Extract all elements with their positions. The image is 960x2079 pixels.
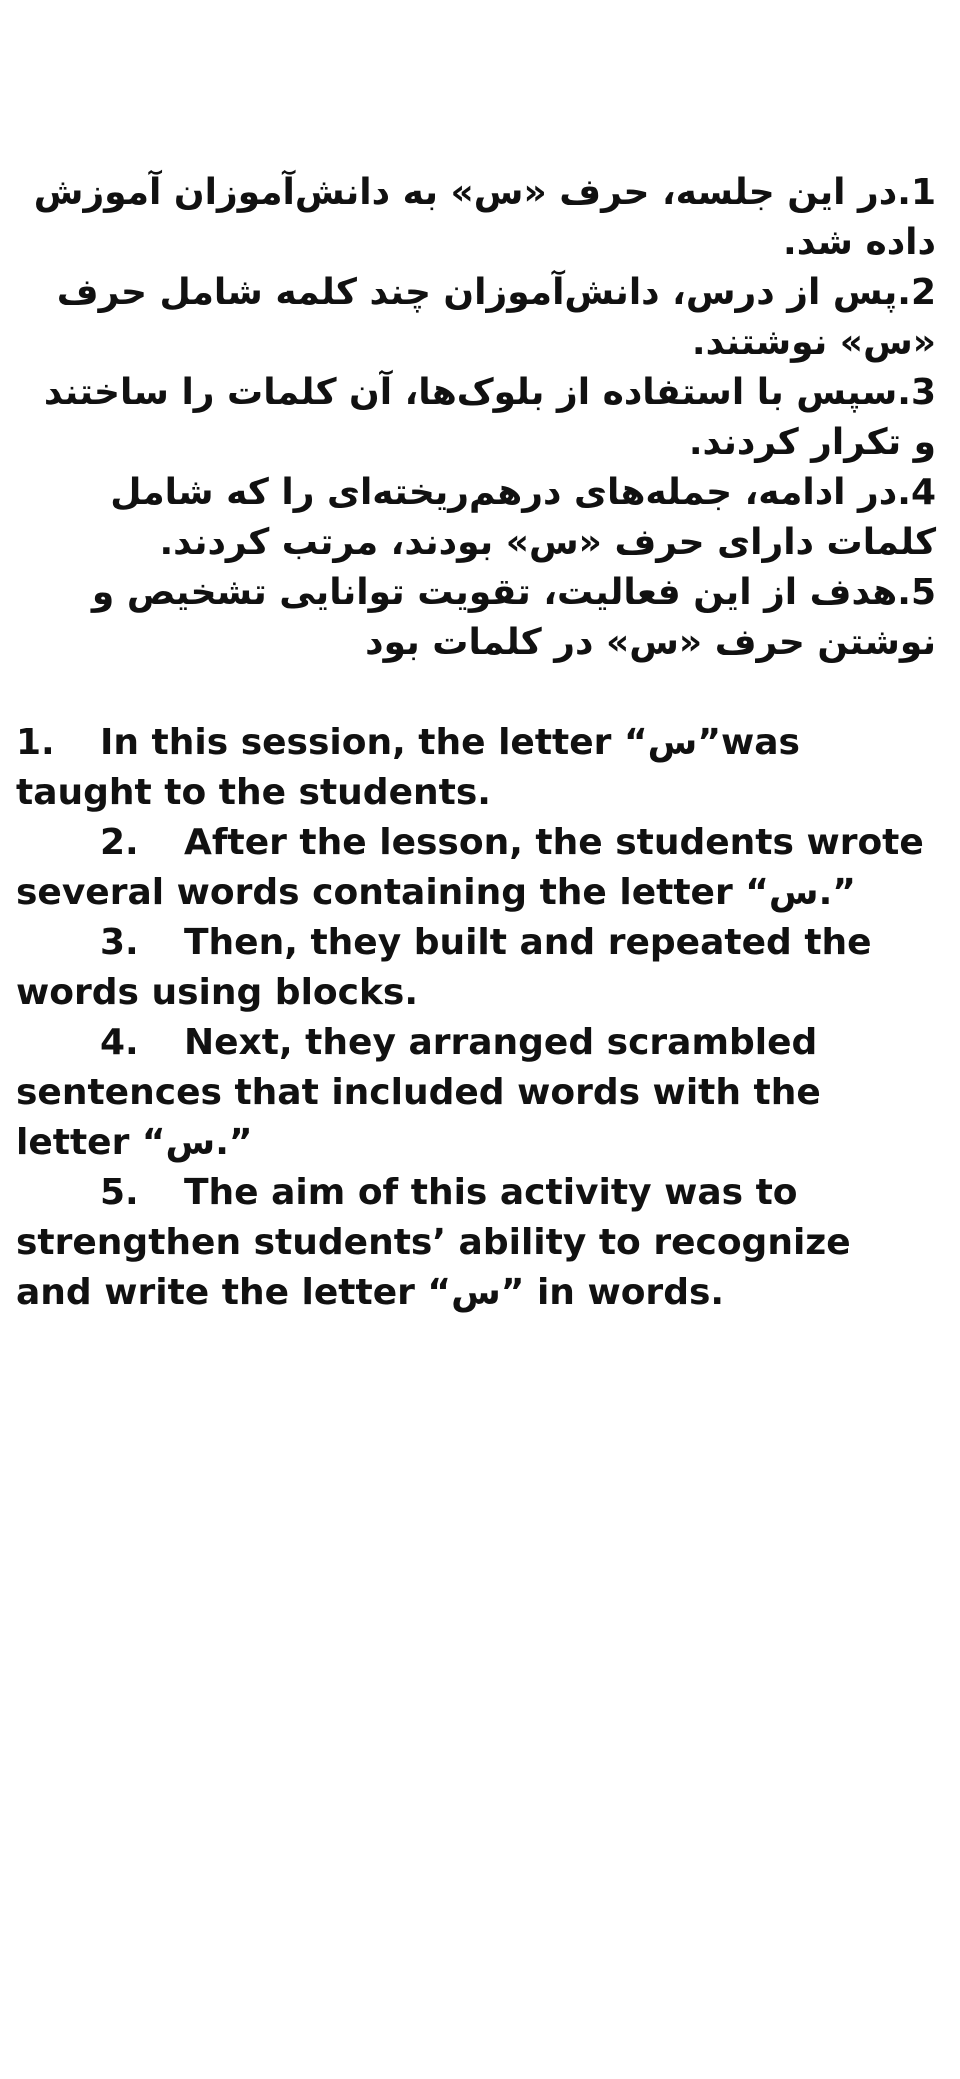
english-item-number: 4. xyxy=(100,1022,139,1063)
english-item-text: The aim of this activity was to strengthen students’ ability to recognize and write the letter “س” in words. xyxy=(16,1172,851,1313)
english-item-number: 1. xyxy=(16,722,55,763)
persian-item-number: 3. xyxy=(897,372,936,413)
english-item-text: Next, they arranged scrambled sentences that included words with the letter “س.” xyxy=(16,1022,821,1163)
persian-item-text: پس از درس، دانش‌آموزان چند کلمه شامل حرف «س» نوشتند. xyxy=(56,272,936,363)
english-item-number: 3. xyxy=(100,922,139,963)
english-item-text: Then, they built and repeated the words using blocks. xyxy=(16,922,872,1013)
persian-item-number: 5. xyxy=(897,572,936,613)
persian-item-2 xyxy=(16,268,936,368)
english-item-number: 5. xyxy=(100,1172,139,1213)
persian-item-text: در این جلسه، حرف «س» به دانش‌آموزان آموزش داده شد. xyxy=(33,172,936,263)
persian-item-3 xyxy=(16,368,936,468)
persian-item-text: در ادامه، جمله‌های درهم‌ریخته‌ای را که شامل کلمات دارای حرف «س» بودند، مرتب کردند. xyxy=(110,472,936,563)
persian-item-text: سپس با استفاده از بلوک‌ها، آن کلمات را ساختند و تکرار کردند. xyxy=(43,372,936,463)
english-item-text: After the lesson, the students wrote several words containing the letter “س.” xyxy=(16,822,924,913)
english-item-5 xyxy=(16,1168,936,1318)
blank-line xyxy=(16,668,936,718)
persian-list xyxy=(16,168,936,668)
persian-item-1 xyxy=(16,168,936,268)
note-body[interactable] xyxy=(16,168,936,1318)
persian-item-number: 1. xyxy=(897,172,936,213)
english-item-number: 2. xyxy=(100,822,139,863)
persian-item-5 xyxy=(16,568,936,668)
english-item-4 xyxy=(16,1018,936,1168)
english-list xyxy=(16,718,936,1318)
english-item-1 xyxy=(16,718,936,818)
english-item-2 xyxy=(16,818,936,918)
persian-item-number: 4. xyxy=(897,472,936,513)
english-item-text: In this session, the letter “س”was taught to the students. xyxy=(16,722,800,813)
english-item-3 xyxy=(16,918,936,1018)
persian-item-text: هدف از این فعالیت، تقویت توانایی تشخیص و نوشتن حرف «س» در کلمات بود xyxy=(91,572,936,663)
persian-item-number: 2. xyxy=(897,272,936,313)
persian-item-4 xyxy=(16,468,936,568)
